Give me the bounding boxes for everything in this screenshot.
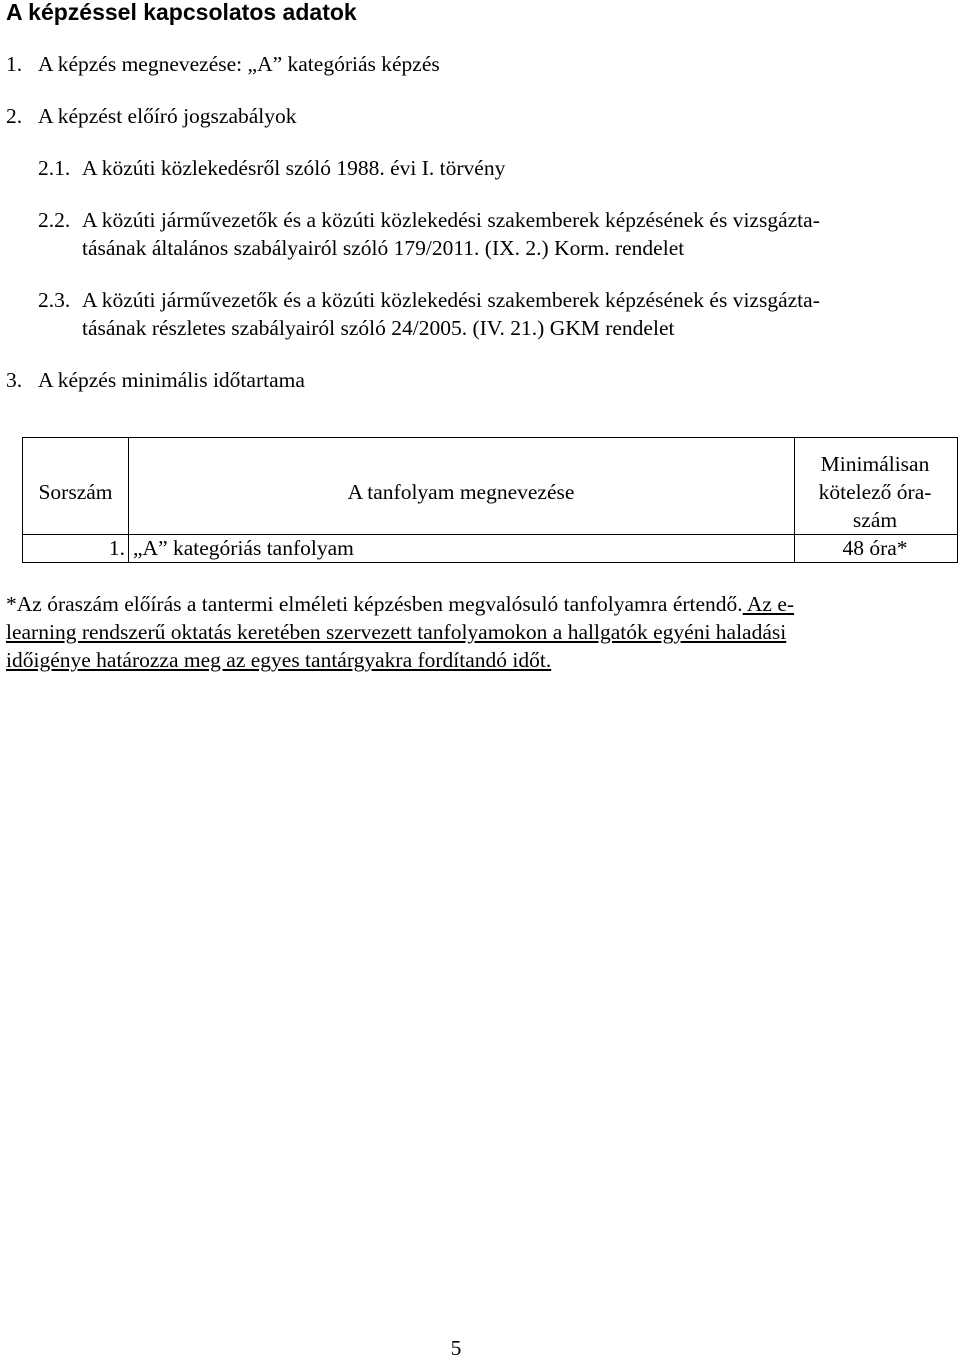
header-min-hours-line3: szám (852, 508, 898, 532)
item-number: 2.2. (38, 208, 71, 232)
footnote-line-3: időigénye határozza meg az egyes tantárgyakra fordítandó időt. (6, 648, 552, 672)
list-item-2-2 (38, 206, 820, 234)
item-text: A képzés minimális időtartama (38, 368, 305, 392)
item-text: A közúti közlekedésről szóló 1988. évi I. törvény (82, 156, 506, 180)
footnote-line-1-main: *Az óraszám előírás a tantermi elméleti képzésben megvalósuló tanfolyamra értendő. (6, 592, 743, 616)
row-course-name: „A” kategóriás tanfolyam (133, 536, 354, 560)
list-item-2-3 (38, 286, 820, 314)
list-item-2-1 (38, 154, 505, 182)
header-sorszam: Sorszám (38, 480, 113, 504)
item-text: A képzést előíró jogszabályok (38, 104, 297, 128)
row-number: 1. (108, 536, 125, 560)
list-item-2 (6, 102, 297, 130)
list-item-2-3-continuation: tásának részletes szabályairól szóló 24/2005. (IV. 21.) GKM rendelet (82, 316, 675, 340)
item-number: 2. (6, 104, 23, 128)
header-course-name: A tanfolyam megnevezése (347, 480, 575, 504)
footnote (6, 590, 906, 674)
item-number: 3. (6, 368, 23, 392)
footnote-line-2: learning rendszerű oktatás keretében szervezett tanfolyamokon a hallgatók egyéni haladási (6, 620, 787, 644)
header-min-hours-line2: kötelező óra- (818, 480, 932, 504)
item-number: 1. (6, 52, 23, 76)
item-text: A közúti járművezetők és a közúti közlekedési szakemberek képzésének és vizsgázta- (82, 288, 820, 312)
page-number: 5 (450, 1336, 462, 1360)
row-hours: 48 óra* (842, 536, 908, 560)
list-item-2-2-continuation: tásának általános szabályairól szóló 179/2011. (IX. 2.) Korm. rendelet (82, 236, 685, 260)
footnote-line-1 (6, 590, 906, 618)
list-item-3 (6, 366, 305, 394)
header-min-hours-line1: Minimálisan (820, 452, 930, 476)
item-text: A képzés megnevezése: „A” kategóriás képzés (38, 52, 440, 76)
item-text: A közúti járművezetők és a közúti közlekedési szakemberek képzésének és vizsgázta- (82, 208, 820, 232)
item-number: 2.3. (38, 288, 71, 312)
item-number: 2.1. (38, 156, 71, 180)
duration-table (22, 437, 958, 563)
section-heading: A képzéssel kapcsolatos adatok (6, 0, 357, 25)
footnote-line-1-tail: Az e- (742, 592, 795, 616)
list-item-1 (6, 50, 440, 78)
